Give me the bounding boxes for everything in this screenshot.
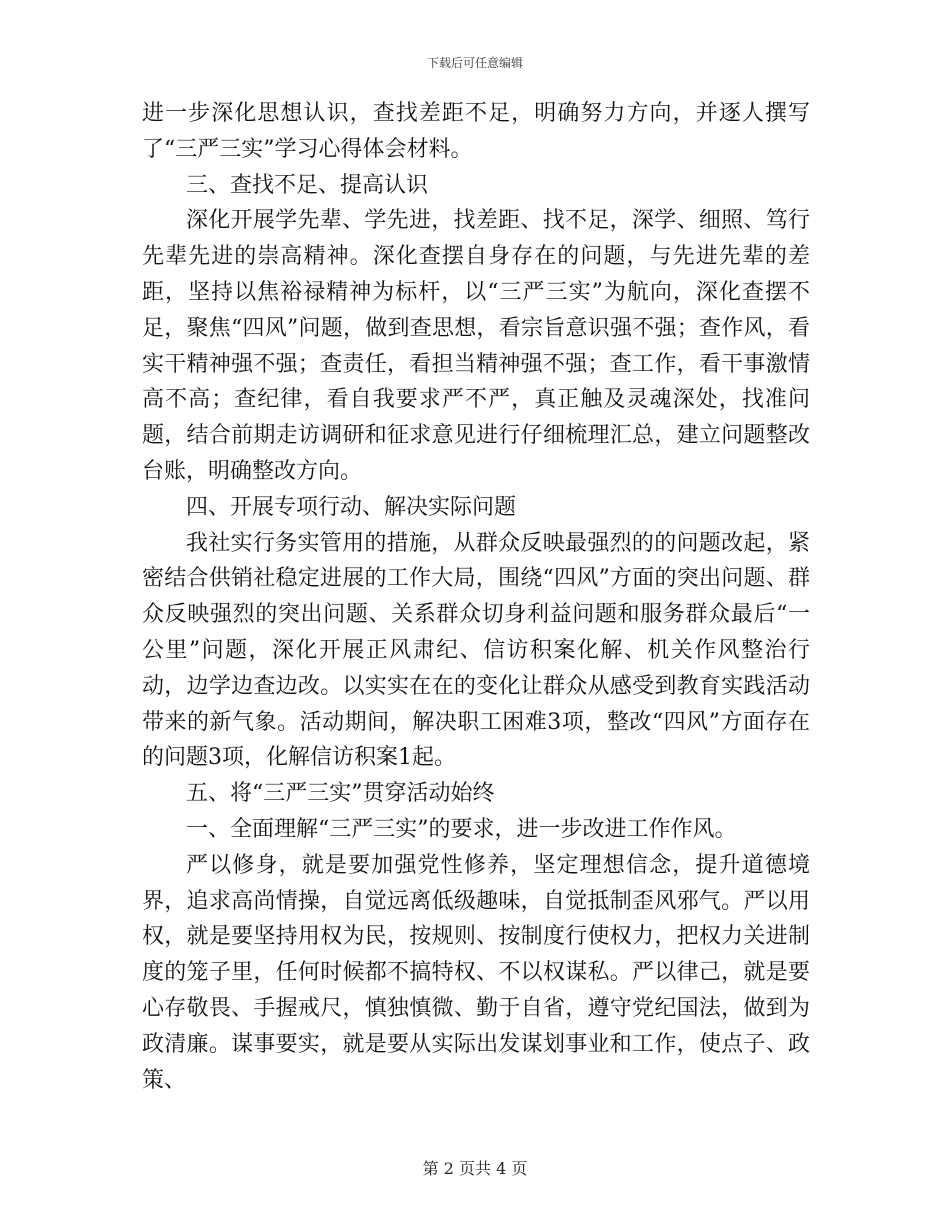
paragraph-continuation: 进一步深化思想认识，查找差距不足，明确努力方向，并逐人撰写了“三严三实”学习心得体会材料。: [142, 101, 810, 162]
paragraph-section-4: 我社实行务实管用的措施，从群众反映最强烈的的问题改起，紧密结合供销社稳定进展的工作大局，围绕“四风”方面的突出问题、群众反映强烈的突出问题、关系群众切身利益问题和服务群众最后“一公里”问题，深化开展正风肃纪、信访积案化解、机关作风整治行动，边学边查边改。以实实在在的变化让群众从感受到教育实践活动带来的新气象。活动期间，解决职工困难3项，整改“四风”方面存在的问题3项，化解信访积案1起。: [142, 530, 810, 771]
section-heading-5: 五、将“三严三实”贯穿活动始终: [186, 781, 495, 807]
paragraph-sub-1: 严以修身，就是要加强党性修养，坚定理想信念，提升道德境界，追求高尚情操，自觉远离低级趣味，自觉抵制歪风邪气。严以用权，就是要坚持用权为民，按规则、按制度行使权力，把权力关进制度的笼子里，任何时候都不搞特权、不以权谋私。严以律己，就是要心存敬畏、手握戒尺，慎独慎微、勤于自省，遵守党纪国法，做到为政清廉。谋事要实，就是要从实际出发谋划事业和工作，使点子、政策、: [142, 852, 810, 1093]
page-header: 下载后可任意编辑: [426, 56, 523, 70]
sub-heading-1: 一、全面理解“三严三实”的要求，进一步改进工作作风。: [186, 816, 737, 842]
section-heading-4: 四、开展专项行动、解决实际问题: [186, 494, 517, 520]
section-heading-3: 三、查找不足、提高认识: [186, 172, 429, 198]
paragraph-section-3: 深化开展学先辈、学先进，找差距、找不足，深学、细照、笃行先辈先进的崇高精神。深化查摆自身存在的问题，与先进先辈的差距，坚持以焦裕禄精神为标杆，以“三严三实”为航向，深化查摆不足，聚焦“四风”问题，做到查思想，看宗旨意识强不强；查作风，看实干精神强不强；查责任，看担当精神强不强；查工作，看干事激情高不高；查纪律，看自我要求严不严，真正触及灵魂深处，找准问题，结合前期走访调研和征求意见进行仔细梳理汇总，建立问题整改台账，明确整改方向。: [142, 208, 810, 484]
document-body: [142, 96, 810, 1098]
page-footer: 第 2 页共 4 页: [422, 1159, 528, 1178]
